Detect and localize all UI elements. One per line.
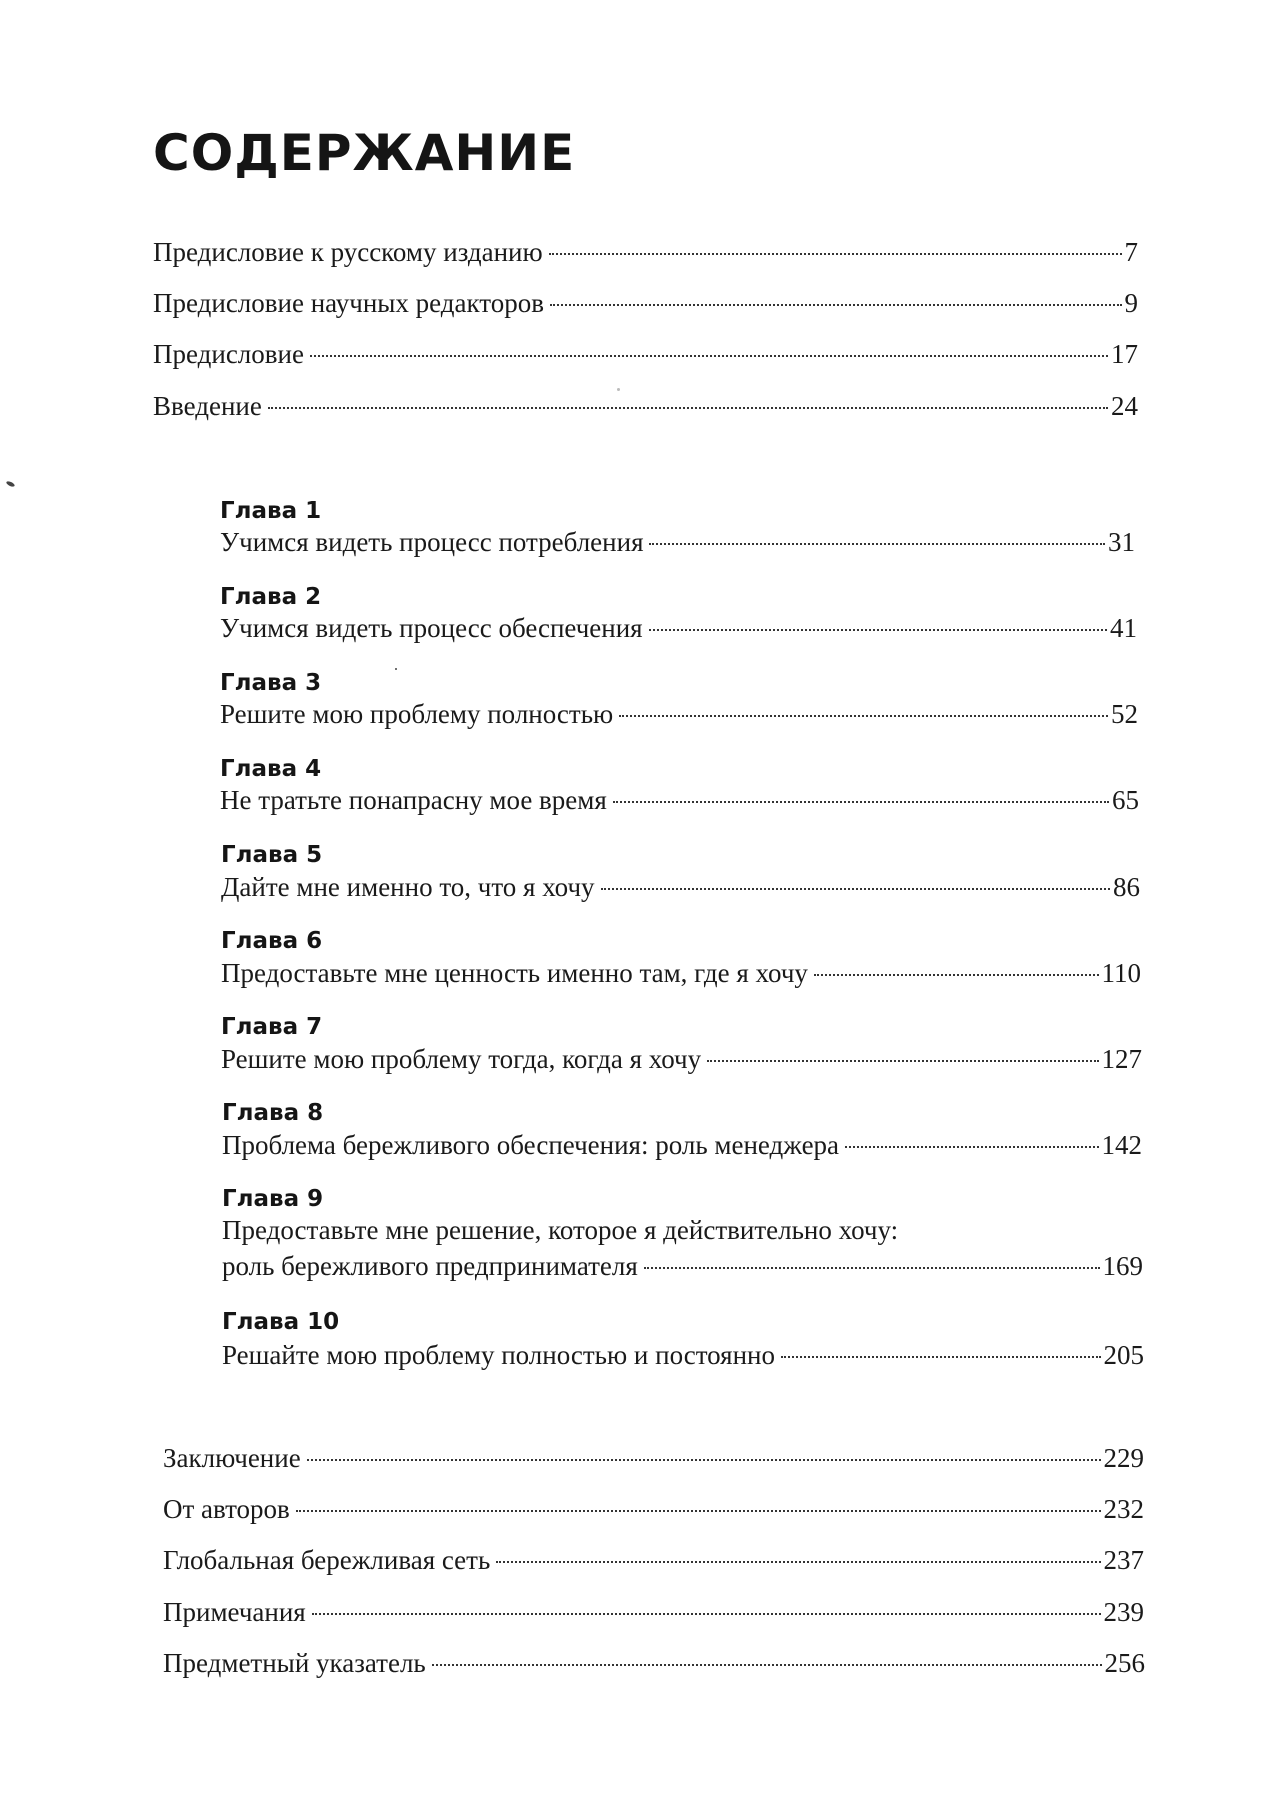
toc-entry-page: 239 bbox=[1103, 1597, 1144, 1627]
toc-entry-page: 65 bbox=[1112, 785, 1139, 815]
toc-entry-label: Проблема бережливого обеспечения: роль менеджера bbox=[222, 1130, 840, 1160]
toc-entry-label: Предисловие научных редакторов bbox=[153, 288, 544, 318]
leader-dots bbox=[549, 253, 1122, 255]
toc-entry-chapter-3 bbox=[220, 698, 1138, 730]
toc-entry-conclusion bbox=[163, 1442, 1144, 1474]
toc-entry-label: Предоставьте мне ценность именно там, где я хочу bbox=[221, 958, 808, 988]
toc-entry-page: 9 bbox=[1124, 288, 1138, 318]
leader-dots bbox=[550, 304, 1122, 306]
toc-entry-chapter-6 bbox=[221, 957, 1141, 989]
toc-entry-page: 169 bbox=[1102, 1251, 1143, 1281]
toc-entry-page: 229 bbox=[1103, 1443, 1144, 1473]
leader-dots bbox=[619, 715, 1108, 717]
toc-entry-chapter-4 bbox=[220, 784, 1139, 816]
chapter-heading-2: Глава 2 bbox=[220, 584, 322, 610]
leader-dots bbox=[613, 801, 1109, 803]
toc-entry-page: 110 bbox=[1101, 958, 1141, 988]
toc-entry-page: 256 bbox=[1104, 1648, 1145, 1678]
leader-dots bbox=[814, 974, 1099, 976]
toc-entry-chapter-8 bbox=[222, 1129, 1142, 1161]
toc-entry-label: Примечания bbox=[163, 1597, 306, 1627]
leader-dots bbox=[649, 629, 1107, 631]
toc-entry-page: 142 bbox=[1101, 1130, 1142, 1160]
toc-entry-chapter-2 bbox=[220, 612, 1137, 644]
toc-entry-preface-editors bbox=[153, 287, 1138, 319]
scan-speck bbox=[395, 668, 397, 670]
toc-entry-page: 7 bbox=[1124, 237, 1138, 267]
leader-dots bbox=[296, 1510, 1101, 1512]
toc-entry-label: Глобальная бережливая сеть bbox=[163, 1545, 491, 1575]
toc-entry-preface-russian bbox=[153, 236, 1138, 268]
toc-entry-page: 24 bbox=[1111, 391, 1138, 421]
chapter-heading-6: Глава 6 bbox=[221, 928, 323, 954]
toc-entry-label: Заключение bbox=[163, 1443, 301, 1473]
leader-dots bbox=[845, 1146, 1098, 1148]
toc-entry-label: Решите мою проблему тогда, когда я хочу bbox=[221, 1044, 702, 1074]
toc-entry-page: 205 bbox=[1103, 1340, 1144, 1370]
toc-entry-page: 31 bbox=[1108, 527, 1135, 557]
leader-dots bbox=[601, 888, 1110, 890]
leader-dots bbox=[268, 407, 1108, 409]
toc-entry-label: роль бережливого предпринимателя bbox=[222, 1251, 638, 1281]
toc-entry-label: Дайте мне именно то, что я хочу bbox=[221, 872, 595, 902]
leader-dots bbox=[644, 1267, 1100, 1269]
leader-dots bbox=[310, 355, 1108, 357]
toc-entry-label: Введение bbox=[153, 391, 262, 421]
toc-entry-page: 17 bbox=[1111, 339, 1138, 369]
toc-entry-from-authors bbox=[163, 1493, 1144, 1525]
leader-dots bbox=[649, 543, 1105, 545]
toc-entry-label: Предметный указатель bbox=[163, 1648, 426, 1678]
toc-entry-chapter-5 bbox=[221, 871, 1140, 903]
toc-entry-notes bbox=[163, 1596, 1144, 1628]
toc-entry-page: 41 bbox=[1110, 613, 1137, 643]
toc-entry-label: Предисловие bbox=[153, 339, 304, 369]
chapter-heading-10: Глава 10 bbox=[222, 1309, 340, 1335]
toc-entry-label: Решите мою проблему полностью bbox=[220, 699, 614, 729]
toc-entry-page: 237 bbox=[1103, 1545, 1144, 1575]
toc-entry-label: Не тратьте понапрасну мое время bbox=[220, 785, 607, 815]
leader-dots bbox=[781, 1356, 1101, 1358]
toc-entry-chapter-7 bbox=[221, 1043, 1142, 1075]
toc-entry-page: 127 bbox=[1101, 1044, 1142, 1074]
chapter-heading-4: Глава 4 bbox=[220, 756, 322, 782]
toc-entry-label: Учимся видеть процесс потребления bbox=[220, 527, 644, 557]
toc-entry-label: Учимся видеть процесс обеспечения bbox=[220, 613, 643, 643]
leader-dots bbox=[432, 1664, 1102, 1666]
page-title: СОДЕРЖАНИЕ bbox=[153, 124, 576, 182]
toc-entry-label: Решайте мою проблему полностью и постоянно bbox=[222, 1340, 775, 1370]
chapter-heading-1: Глава 1 bbox=[220, 498, 322, 524]
toc-entry-introduction bbox=[153, 390, 1138, 422]
leader-dots bbox=[496, 1561, 1100, 1563]
chapter-heading-5: Глава 5 bbox=[221, 842, 323, 868]
scan-speck bbox=[617, 388, 620, 391]
toc-entry-global-lean-network bbox=[163, 1544, 1144, 1576]
scan-speck bbox=[6, 480, 16, 487]
toc-entry-subject-index bbox=[163, 1647, 1145, 1679]
chapter-heading-9: Глава 9 bbox=[222, 1186, 324, 1212]
toc-entry-label: От авторов bbox=[163, 1494, 290, 1524]
toc-entry-chapter-9 bbox=[222, 1250, 1143, 1282]
chapter-9-title-line1: Предоставьте мне решение, которое я действительно хочу: bbox=[222, 1215, 899, 1245]
toc-entry-label: Предисловие к русскому изданию bbox=[153, 237, 543, 267]
leader-dots bbox=[707, 1060, 1098, 1062]
chapter-heading-3: Глава 3 bbox=[220, 670, 322, 696]
chapter-heading-8: Глава 8 bbox=[222, 1100, 324, 1126]
leader-dots bbox=[312, 1613, 1101, 1615]
toc-entry-chapter-1 bbox=[220, 526, 1135, 558]
chapter-heading-7: Глава 7 bbox=[221, 1014, 323, 1040]
toc-entry-page: 86 bbox=[1113, 872, 1140, 902]
toc-entry-chapter-10 bbox=[222, 1339, 1144, 1371]
leader-dots bbox=[307, 1459, 1101, 1461]
toc-entry-page: 52 bbox=[1111, 699, 1138, 729]
toc-entry-page: 232 bbox=[1103, 1494, 1144, 1524]
toc-entry-preface bbox=[153, 338, 1138, 370]
